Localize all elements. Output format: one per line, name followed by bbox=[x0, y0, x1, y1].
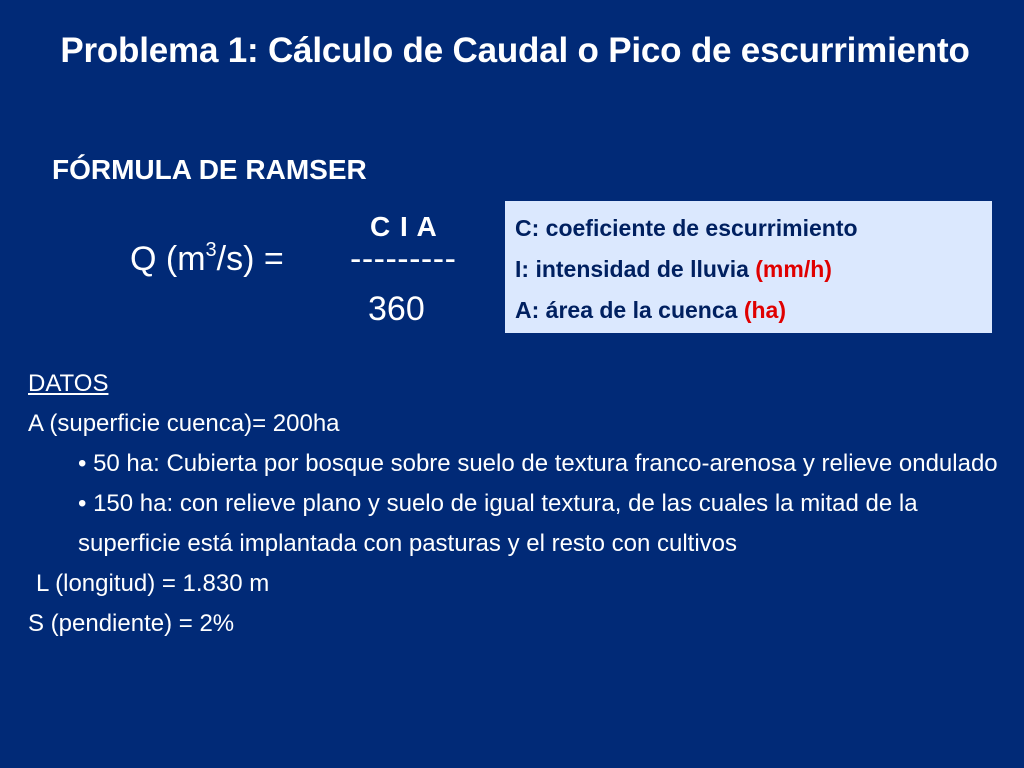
legend-unit: (ha) bbox=[743, 297, 787, 323]
formula-q-prefix: Q (m bbox=[130, 240, 206, 278]
legend-item-c bbox=[515, 208, 982, 249]
formula-q-exponent: 3 bbox=[205, 239, 217, 261]
datos-bullet-plain: • 150 ha: con relieve plano y suelo de igual textura, de las cuales la mitad de la superficie está implantada con pasturas y el resto con cultivos bbox=[78, 490, 918, 557]
formula-numerator: C I A bbox=[370, 211, 438, 242]
legend-label: I: intensidad de lluvia bbox=[515, 256, 756, 282]
datos-bullet-forest: • 50 ha: Cubierta por bosque sobre suelo de textura franco-arenosa y relieve ondulado bbox=[78, 450, 998, 477]
formula-denominator: 360 bbox=[368, 290, 425, 328]
formula-heading: FÓRMULA DE RAMSER bbox=[52, 154, 367, 185]
datos-area: A (superficie cuenca)= 200ha bbox=[28, 410, 340, 437]
datos-longitud: L (longitud) = 1.830 m bbox=[36, 570, 270, 597]
datos-section bbox=[28, 364, 1008, 644]
legend-label: C: coeficiente de escurrimiento bbox=[515, 215, 858, 241]
legend-label: A: área de la cuenca bbox=[515, 297, 744, 323]
legend-item-i bbox=[515, 249, 982, 290]
variable-legend-box bbox=[505, 201, 992, 333]
formula-q-suffix: /s) = bbox=[216, 240, 284, 278]
datos-heading: DATOS bbox=[28, 370, 109, 397]
formula-fraction-bar: --------- bbox=[350, 240, 457, 278]
legend-unit: (mm/h) bbox=[755, 256, 832, 282]
slide-title: Problema 1: Cálculo de Caudal o Pico de escurrimiento bbox=[60, 31, 970, 70]
datos-pendiente: S (pendiente) = 2% bbox=[28, 610, 235, 637]
legend-item-a bbox=[515, 290, 982, 331]
formula-lhs bbox=[130, 240, 284, 279]
